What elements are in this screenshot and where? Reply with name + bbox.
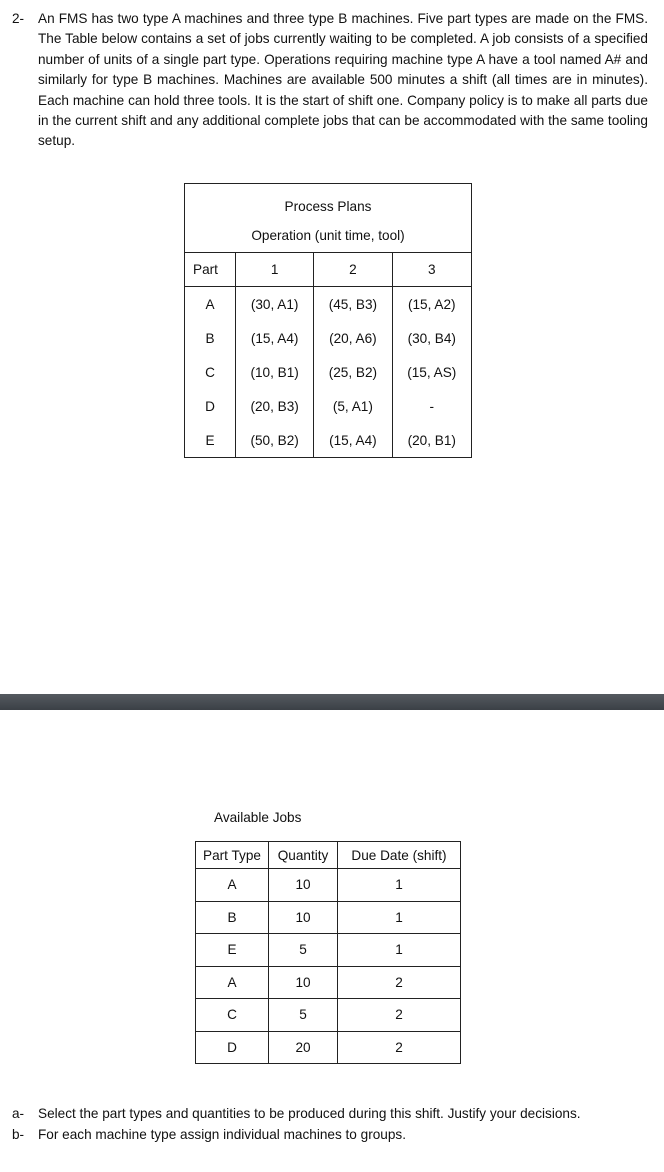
task-item [12,1103,581,1124]
table-cell: A [196,869,269,902]
table-cell: 20 [269,1031,338,1064]
table-cell: B [185,321,236,355]
table-cell: E [196,934,269,967]
question-block [12,9,648,152]
table-cell: 5 [269,999,338,1032]
task-label: a- [12,1106,25,1121]
table-cell: C [185,355,236,389]
table-row [185,321,472,355]
header-cell: 2 [314,253,392,287]
table-cell: D [196,1031,269,1064]
header-cell: 1 [236,253,314,287]
table-cell: (20, B1) [407,432,456,448]
header-cell: Part [185,253,236,287]
table-row [185,423,472,458]
question-number: 2- [12,11,25,26]
table-cell: 1 [338,901,461,934]
table-header-row [185,253,472,287]
table-cell: A [185,287,236,322]
process-plans-title: Process Plans [284,199,372,214]
table-cell: (15, A2) [407,296,456,312]
table-cell: (20, B3) [236,389,314,423]
process-plans-subtitle: Operation (unit time, tool) [185,218,472,253]
table-cell: B [196,901,269,934]
header-cell: Due Date (shift) [338,842,461,869]
table-cell: (15, AS) [407,364,457,380]
available-jobs-title: Available Jobs [214,810,302,825]
table-row [196,934,461,967]
table-row [185,355,472,389]
table-cell: 2 [338,966,461,999]
table-row [196,869,461,902]
table-cell: 1 [338,934,461,967]
page-divider [0,694,664,710]
table-cell: (10, B1) [236,355,314,389]
table-cell: (45, B3) [314,287,392,322]
table-cell: (20, A6) [314,321,392,355]
table-cell: 2 [338,1031,461,1064]
question-text: An FMS has two type A machines and three type B machines. Five part types are made on the FMS. The Table below contains a set of jobs currently waiting to be completed. A job consists of a specified number of units of a single part type. Operations requiring machine type A have a tool named A# and similarly for type B machines. Machines are available 500 minutes a shift (all times are in minutes). Each machine can hold three tools. It is the start of shift one. Company policy is to make all parts due in the current shift and any additional complete jobs that can be accommodated with the same tooling setup. [38,11,648,149]
table-cell: D [185,389,236,423]
table-row [196,966,461,999]
table-row [196,999,461,1032]
table-cell: 10 [269,966,338,999]
table-cell: (25, B2) [314,355,392,389]
table-row [196,1031,461,1064]
table-cell: (30, B4) [407,330,456,346]
table-cell: 10 [269,901,338,934]
task-text: For each machine type assign individual machines to groups. [38,1127,406,1142]
table-cell: (30, A1) [236,287,314,322]
table-cell: 2 [338,999,461,1032]
table-cell: (15, A4) [236,321,314,355]
table-cell: 1 [338,869,461,902]
table-header-row [196,842,461,869]
table-cell: - [429,398,435,414]
table-cell: (5, A1) [314,389,392,423]
task-item [12,1124,581,1145]
table-row [196,901,461,934]
header-cell: Quantity [269,842,338,869]
task-text: Select the part types and quantities to be produced during this shift. Justify your decisions. [38,1106,581,1121]
header-cell: 3 [392,253,472,287]
table-cell: (15, A4) [314,423,392,458]
available-jobs-table [195,841,461,1064]
table-row [185,287,472,322]
table-row [185,389,472,423]
table-cell: E [185,423,236,458]
table-cell: C [196,999,269,1032]
table-cell: 5 [269,934,338,967]
task-label: b- [12,1127,25,1142]
task-list [12,1103,581,1145]
table-cell: (50, B2) [236,423,314,458]
table-cell: A [196,966,269,999]
process-plans-table [184,183,472,458]
table-cell: 10 [269,869,338,902]
header-cell: Part Type [196,842,269,869]
